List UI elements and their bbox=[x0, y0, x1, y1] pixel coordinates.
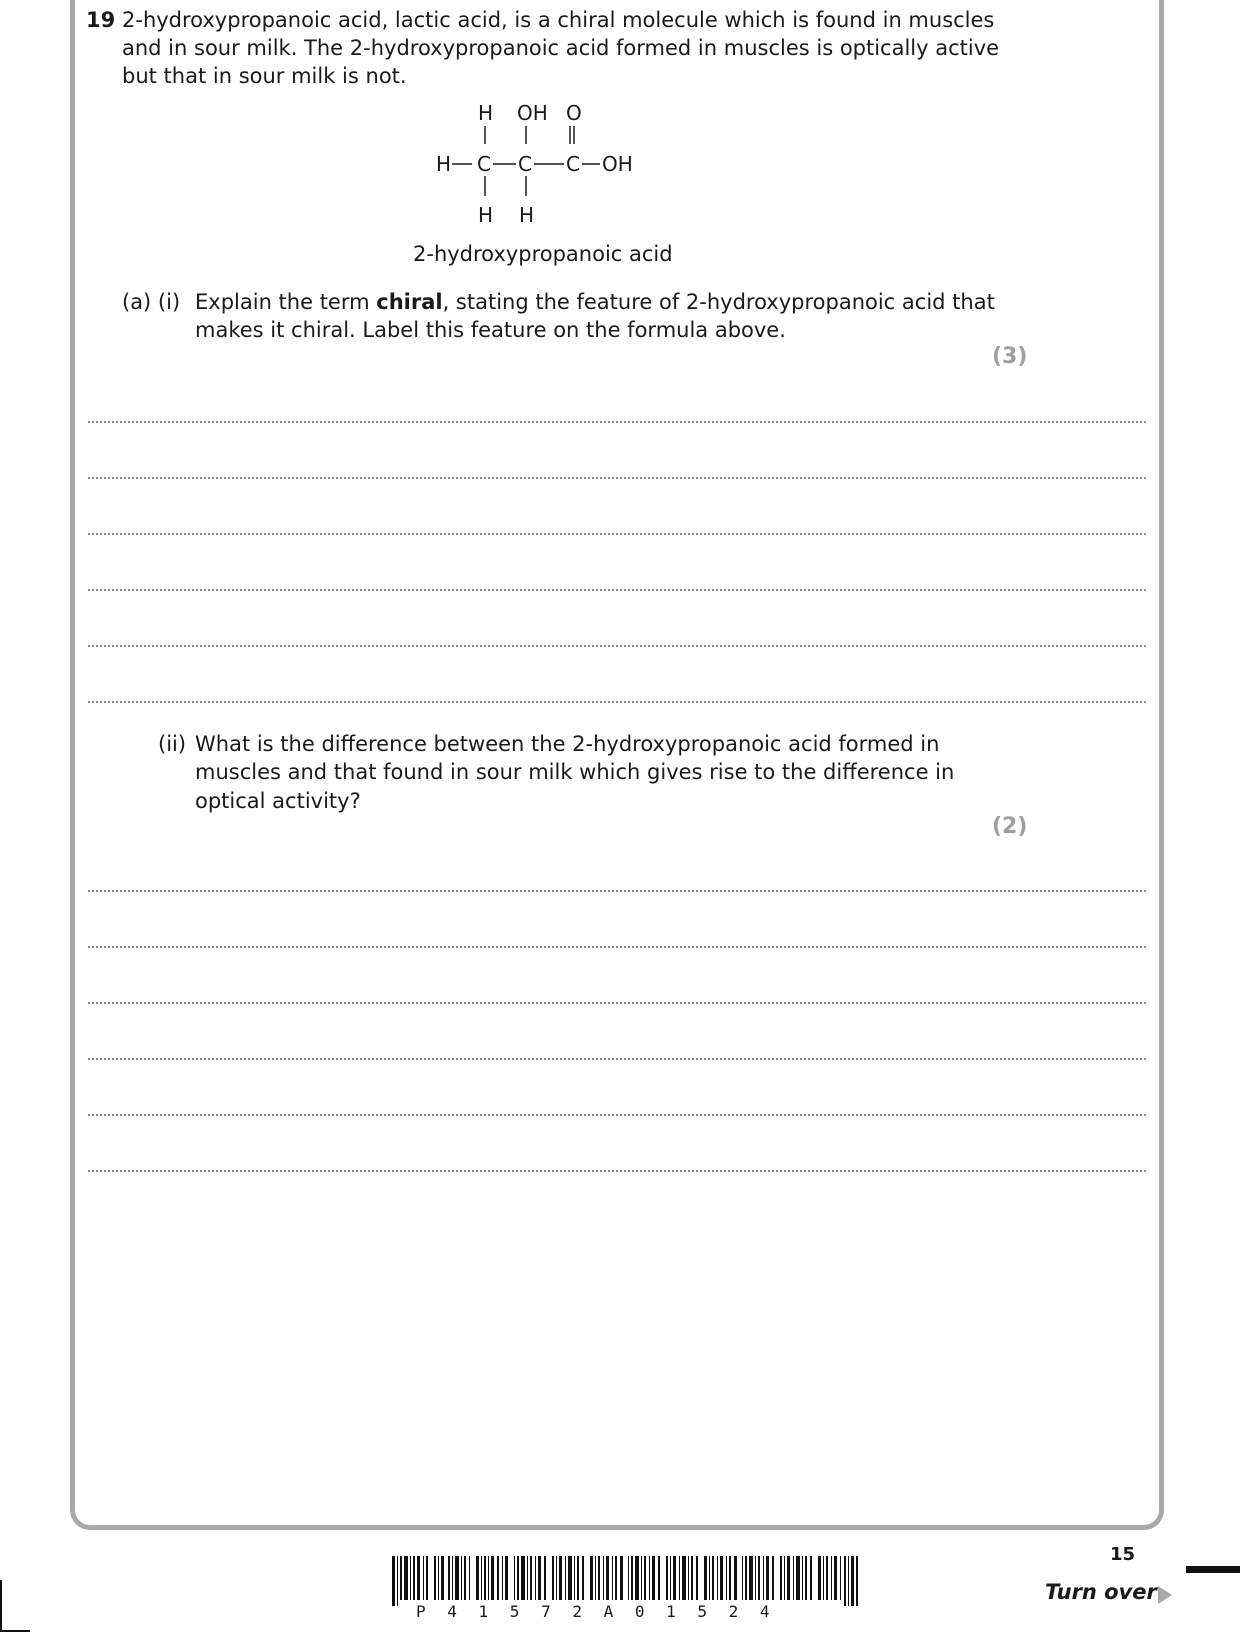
atom-h-bottom-2: H bbox=[519, 203, 535, 227]
question-intro-line-1: 2-hydroxypropanoic acid, lactic acid, is a chiral molecule which is found in muscles bbox=[122, 8, 995, 32]
group-oh-top: OH bbox=[517, 101, 548, 125]
part-a-i-line-1 bbox=[195, 288, 995, 317]
group-oh-right: OH bbox=[602, 152, 633, 176]
question-number: 19 bbox=[86, 8, 116, 32]
atom-o-top: O bbox=[566, 101, 582, 125]
part-a-i-marks: (3) bbox=[992, 344, 1028, 369]
part-a-ii-line-3: optical activity? bbox=[195, 789, 361, 813]
answer-line[interactable] bbox=[88, 533, 1146, 535]
page-number: 15 bbox=[1110, 1544, 1136, 1565]
answer-line[interactable] bbox=[88, 1002, 1146, 1004]
atom-h-left: H bbox=[436, 152, 452, 176]
keyword-chiral: chiral bbox=[376, 290, 443, 314]
molecule-caption: 2-hydroxypropanoic acid bbox=[413, 242, 673, 266]
answer-line[interactable] bbox=[88, 701, 1146, 703]
barcode-number bbox=[392, 1602, 860, 1622]
answer-line[interactable] bbox=[88, 589, 1146, 591]
structural-formula bbox=[436, 100, 670, 240]
answer-line[interactable] bbox=[88, 1114, 1146, 1116]
question-intro-line-3: but that in sour milk is not. bbox=[122, 64, 407, 88]
answer-line[interactable] bbox=[88, 946, 1146, 948]
part-a-ii-line-2: muscles and that found in sour milk which gives rise to the difference in bbox=[195, 760, 955, 784]
answer-line[interactable] bbox=[88, 1170, 1146, 1172]
answer-line[interactable] bbox=[88, 1058, 1146, 1060]
part-a-ii-label: (ii) bbox=[158, 732, 187, 756]
part-a-i-label: (a) (i) bbox=[122, 290, 181, 314]
atom-c2: C bbox=[518, 152, 532, 176]
question-intro-line-2: and in sour milk. The 2-hydroxypropanoic acid formed in muscles is optically active bbox=[122, 36, 1000, 60]
part-a-ii-marks: (2) bbox=[992, 814, 1028, 839]
crop-mark-vertical bbox=[0, 1580, 2, 1632]
part-a-i-line-2: makes it chiral. Label this feature on the formula above. bbox=[195, 318, 786, 342]
barcode bbox=[392, 1556, 860, 1606]
answer-line[interactable] bbox=[88, 645, 1146, 647]
barcode-text: P 4 1 5 7 2 A 0 1 5 2 4 bbox=[416, 1602, 776, 1621]
answer-line[interactable] bbox=[88, 890, 1146, 892]
barcode-bars bbox=[392, 1556, 860, 1606]
structural-formula-diagram bbox=[436, 100, 670, 240]
part-a-ii-line-1: What is the difference between the 2-hydroxypropanoic acid formed in bbox=[195, 732, 940, 756]
part-a-i-text-after: , stating the feature of 2-hydroxypropanoic acid that bbox=[442, 290, 995, 314]
atom-c1: C bbox=[477, 152, 491, 176]
turn-over-arrow-icon bbox=[1158, 1586, 1172, 1604]
part-a-i-text-before: Explain the term bbox=[195, 290, 377, 314]
atom-h-top: H bbox=[478, 101, 494, 125]
edge-marker-bar bbox=[1186, 1566, 1240, 1573]
atom-h-bottom-1: H bbox=[478, 203, 494, 227]
turn-over-label: Turn over bbox=[1045, 1580, 1157, 1604]
atom-c3: C bbox=[566, 152, 580, 176]
answer-line[interactable] bbox=[88, 421, 1146, 423]
answer-line[interactable] bbox=[88, 477, 1146, 479]
